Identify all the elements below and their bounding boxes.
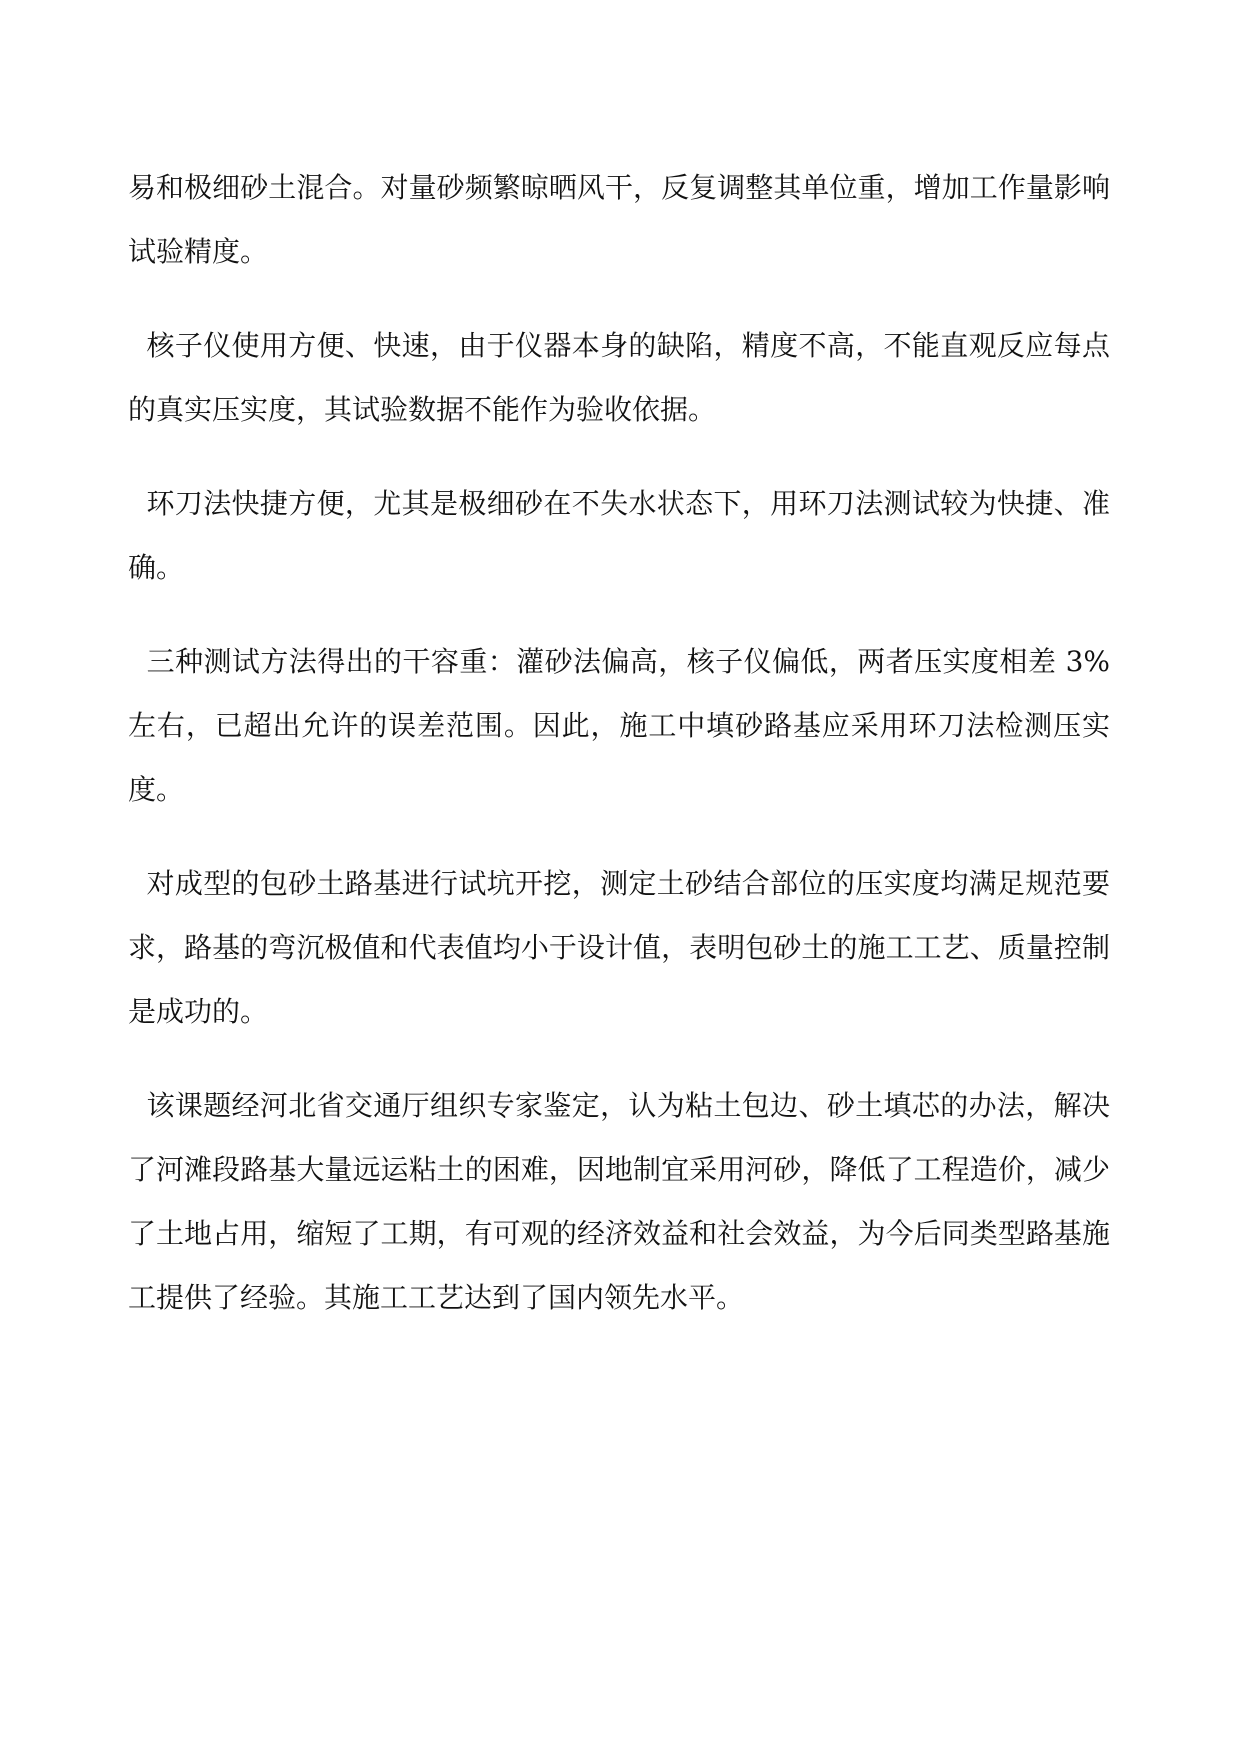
paragraph-expert-appraisal: 该课题经河北省交通厅组织专家鉴定，认为粘土包边、砂土填芯的办法，解决了河滩段路基大量远运粘土的困难，因地制宜采用河砂，降低了工程造价，减少了土地占用，缩短了工期，有可观的经济效益和社会效益，为今后同类型路基施工提供了经验。其施工工艺达到了国内领先水平。 [128,1089,1110,1314]
paragraph-sand-drawbacks: 易和极细砂土混合。对量砂频繁晾晒风干，反复调整其单位重，增加工作量影响试验精度。 [128,171,1110,268]
paragraph-ring-knife: 环刀法快捷方便，尤其是极细砂在不失水状态下，用环刀法测试较为快捷、准确。 [128,487,1110,584]
paragraph-method-comparison: 三种测试方法得出的干容重：灌砂法偏高，核子仪偏低，两者压实度相差 3%左右，已超出允许的误差范围。因此，施工中填砂路基应采用环刀法检测压实度。 [128,645,1110,806]
paragraph-nuclear-gauge: 核子仪使用方便、快速，由于仪器本身的缺陷，精度不高，不能直观反应每点的真实压实度，其试验数据不能作为验收依据。 [128,329,1110,426]
paragraph-test-pit-results: 对成型的包砂土路基进行试坑开挖，测定土砂结合部位的压实度均满足规范要求，路基的弯沉极值和代表值均小于设计值，表明包砂土的施工工艺、质量控制是成功的。 [128,867,1110,1028]
document-body [128,156,1110,1360]
